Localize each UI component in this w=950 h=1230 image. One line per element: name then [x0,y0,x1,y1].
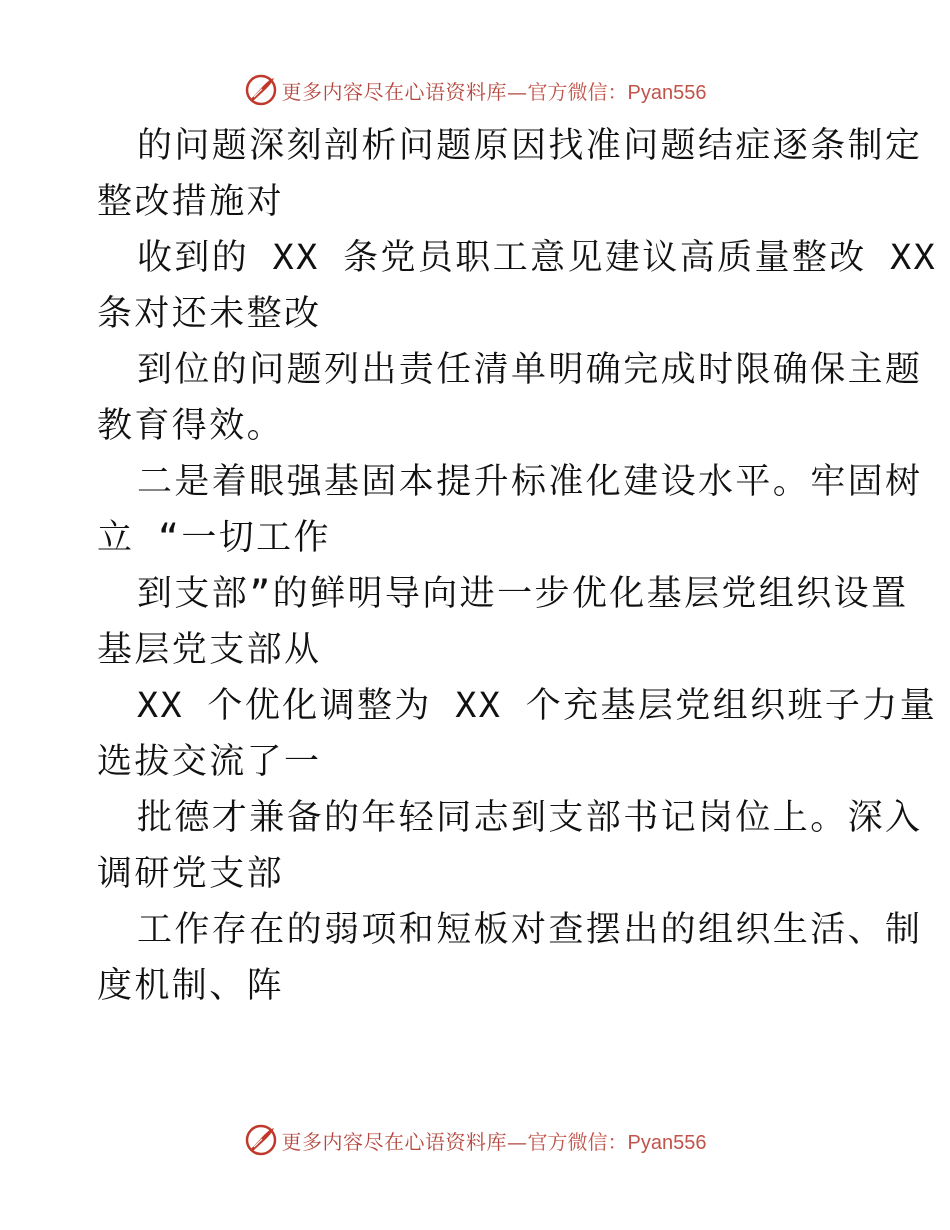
quill-logo-icon [244,1123,278,1157]
body-line: 收到的 XX 条党员职工意见建议高质量整改 XX [137,238,938,278]
body-line: 调研党支部 [97,854,285,894]
body-line: 工作存在的弱项和短板对查摆出的组织生活、制 [137,910,923,950]
body-line: 到位的问题列出责任清单明确完成时限确保主题 [137,350,923,390]
header-contact-text: 官方微信：Pyan556 [527,81,707,104]
body-line: XX 个优化调整为 XX 个充基层党组织班子力量 [137,686,938,726]
body-line: 教育得效。 [97,406,285,446]
body-line: 的问题深刻剖析问题原因找准问题结症逐条制定 [137,126,923,166]
quill-logo-icon [244,73,278,107]
body-line: 基层党支部从 [97,630,322,670]
body-line: 选拔交流了一 [97,742,322,782]
body-line: 批德才兼备的年轻同志到支部书记岗位上。深入 [137,798,923,838]
header-banner-text: 更多内容尽在心语资料库— [281,79,528,104]
body-line: 度机制、阵 [97,966,285,1006]
body-line: 条对还未整改 [97,294,322,334]
document-body [97,118,938,1014]
body-line: 二是着眼强基固本提升标准化建设水平。牢固树 [137,462,923,502]
body-line: 整改措施对 [97,182,285,222]
page-footer-banner [0,1120,950,1160]
page-header-banner [0,70,950,110]
footer-banner-text: 更多内容尽在心语资料库— [281,1129,528,1154]
body-line: 到支部”的鲜明导向进一步优化基层党组织设置 [137,574,909,614]
footer-contact-text: 官方微信：Pyan556 [527,1131,707,1154]
body-line: 立 “一切工作 [97,518,331,558]
